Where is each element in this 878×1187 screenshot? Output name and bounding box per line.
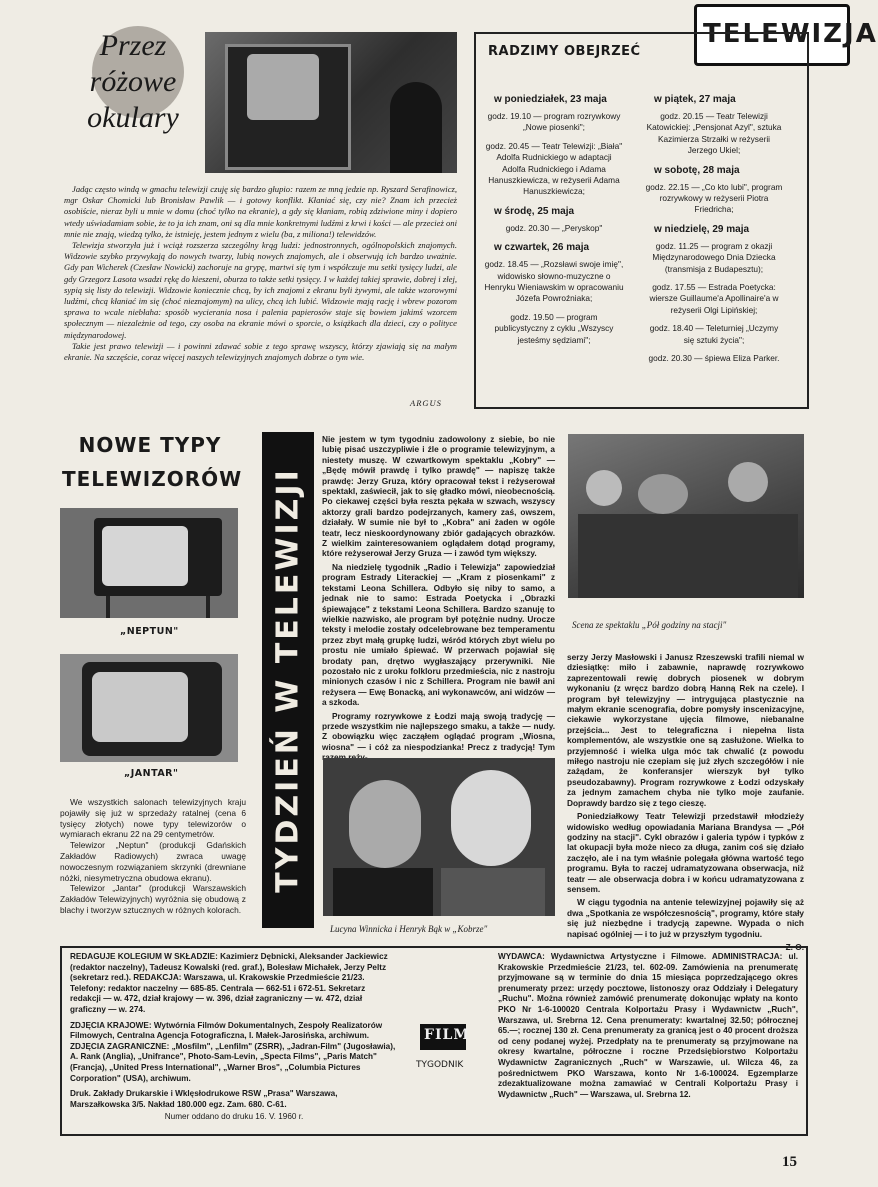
imprint-left — [70, 952, 398, 1123]
article3-paragraph-4: serzy Jerzy Masłowski i Janusz Rzeszewski trafili niemal w dziesiątkę: miło i zabawnie, naprawdę rozrywkowo zaprezentowali rewię dobrych piosenek w dobrym wykonaniu (z wręcz bardzo dobrą Hanną Rek na czele). I program był telewizyjny — intrygująca plastycznie na małym ekranie scenografia, dobre pomysły inscenizacyjne, ciekawie wykorzystane ujęcia filmowe, niebanalne przejścia... Jest to telegraficzna i niepełna lista komplementów, ale wszystkie one są zasłużone. Wielka to przyjemność i wielka ulga móc tak chwalić (z powodu miłego nastroju nie czepiam się już złych szczegółów i nie zażądam, że konferansjer wierszyk był tylko pseudozabawny). Program rozrywkowe z Łodzi odzyskały za jednym zamachem chyba nie tylko moje zaufanie. Doprawdy bardzo się z tego cieszę. — [567, 652, 804, 808]
imprint-publisher: WYDAWCA: Wydawnictwa Artystyczne i Filmowe. ADMINISTRACJA: ul. Krakowskie Przedmieście 21/23, tel. 602-09. Zamówienia na prenumeratę przyjmowane są w terminie do dnia 15 miesiąca poprzedzającego okres prenumeraty przez: urzędy pocztowe, listonoszy oraz Oddziały i Delegatury „Ruchu". Można również zamówić prenumeratę dokonując wpłaty na konto PKO Nr 1-6-100020 Centrala Kolportażu Prasy i Wydawnictw „Ruch", Warszawa, ul. Srebrna 12. Cena prenumeraty: kwartalnej 32.50; półrocznej 65.—; rocznej 130 zł. Cena prenumeraty za granicą jest o 40 procent droższa od ceny podanej wyżej. Przedpłaty na te prenumeraty są przyjmowane na okresy kwartalne, półroczne i roczne Przedsiębiorstwo Kolportażu Wydawnictw Zagranicznych „Ruch" w Warszawie, ul. Wilcza 46, za pośrednictwem PKO Warszawa, konto Nr 1-6-100024. Egzemplarze zdezaktualizowane można zamawiać w Centrali Kolportażu Prasy i Wydawnictw „Ruch" — Warszawa, ul. Srebrna 12. — [498, 952, 798, 1099]
imprint-photos: ZDJĘCIA KRAJOWE: Wytwórnia Filmów Dokumentalnych, Zespoły Realizatorów Filmowych, Centralna Agencja Fotograficzna, I. Małek-Jarosińska, archiwum. ZDJĘCIA ZAGRANICZNE: „Mosfilm", „Lenfilm" (ZSRR), „Jadran-Film" (Jugosławia), A. Rank (Anglia), „Unifrance", Photo-Sam-Levin, „Specta Films", „Paris Match" (Francja), „United Press International", „Warner Bros", „Columbia Pictures Corporation" (USA), archiwum. — [70, 1020, 396, 1083]
article2-title — [62, 428, 243, 496]
programme-day: w czwartek, 26 maja — [494, 242, 590, 254]
programme-event: godz. 19.50 — program publicystyczny z cyklu „Wszyscy jesteśmy sędziami"; — [494, 311, 614, 345]
actors-photo — [323, 758, 555, 916]
article3-paragraph-5: Poniedziałkowy Teatr Telewizji przedstawił młodzieży widowisko według opowiadania Mariana Brandysa — „Pół godziny na stacji". Cykl obrazów i galeria typów i typków z lat okupacji była może nieco za długa, zanim coś się działo zaczęło, ale i na tym właśnie polegała główna wartość tego programu. Była to raczej udramatyzowana obserwacja, niż teatr — ale obserwacja dobra i w końcu udramatyzowana z sensem. — [567, 811, 804, 894]
page-number: 15 — [782, 1154, 797, 1170]
programme-event: godz. 19.10 — program rozrywkowy „Nowe piosenki"; — [487, 111, 621, 133]
film-logo — [420, 1024, 470, 1050]
article3-paragraph-1: Nie jestem w tym tygodniu zadowolony z siebie, bo nie lubię pisać uszczypliwie i źle o programie telewizyjnym, a niestety muszę. W czwartkowym spektaklu „Kobry" — „Będę mówił prawdę i tylko prawdę" — napiszę także prawdę: Jerzy Gruza, który opracował tekst i reżyserował spektakl, zaświecił, jak to się gładko mówi, nieobecnością. Po ciekawej części była reszta pękała w szwach, wszyscy aktorzy grali bardzo podejrzanych, kamery zaś, owszem, działały. W sumie nie był to „Kobra" ani żaden w ogóle teatr, lecz nieskoordynowany zbiór gadających obrazków. Z wielkim zainteresowaniem oglądałem dotąd programy, które reżyserował Jerzy Gruza — i zawód tym większy. — [322, 434, 555, 559]
programme-event: godz. 20.30 — śpiewa Eliza Parker. — [648, 353, 780, 364]
article3-col1 — [322, 434, 555, 763]
scene-photo — [568, 434, 804, 598]
jantar-caption: „JANTAR" — [124, 768, 179, 779]
programme-event: godz. 17.55 — Estrada Poetycka: wiersze Guillaume'a Apollinaire'a w reżyserii Olgi Lipińskiej; — [649, 282, 779, 315]
programme-day: w poniedziałek, 23 maja — [494, 94, 607, 105]
article2-paragraph-2: Telewizor „Neptun" (produkcji Gdańskich Zakładów Radiowych) zwraca uwagę nowoczesnym rozwiązaniem skrzynki (drewniane nóżki, niesymetryczna obudowa ekranu). — [60, 840, 246, 883]
tygodnik-label: TYGODNIK — [416, 1060, 464, 1070]
film-logo-text: FILM — [424, 1027, 470, 1043]
jantar-tv-photo — [60, 654, 238, 762]
programme-right-column — [640, 86, 788, 372]
vertical-title: TYDZIEŃ W TELEWIZJI — [270, 467, 306, 893]
programme-day: w niedzielę, 29 maja — [654, 223, 750, 235]
imprint-box — [60, 946, 808, 1136]
article2-paragraph-1: We wszystkich salonach telewizyjnych kraju pojawiły się już w sprzedaży ratalnej (cena 6 tysięcy złotych) nowe typy telewizorów o wymiarach ekranu 22 na 29 centymetrów. — [60, 797, 246, 840]
telewizja-logo-text: TELEWIZJA — [703, 19, 878, 49]
programme-day: w sobotę, 28 maja — [654, 164, 740, 176]
article3-paragraph-6: W ciągu tygodnia na antenie telewizyjnej pojawiły się aż dwa „Spotkania ze współczesnością", programy, które stały się już niezbędne i tradycją zapewne. Wypada o nich napisać ogólniej — i to już w przyszłym tygodniu. — [567, 897, 804, 939]
article3-col2 — [567, 652, 804, 952]
vertical-title-band — [262, 432, 314, 928]
programme-event: godz. 22.15 — „Co kto lubi", program rozrywkowy w reżyserii Piotra Friedricha; — [645, 181, 783, 215]
actors-caption: Lucyna Winnicka i Henryk Bąk w „Kobrze" — [330, 924, 488, 934]
article1-title: Przez różowe okulary — [87, 29, 179, 134]
article1-signature: ARGUS — [410, 398, 442, 408]
imprint-right — [498, 952, 798, 1100]
programme-event: godz. 20.30 — „Peryskop" — [505, 222, 603, 233]
neptun-caption: „NEPTUN" — [120, 626, 179, 637]
programme-title: RADZIMY OBEJRZEĆ — [488, 44, 641, 59]
article1-paragraph-1: Jadąc często windą w gmachu telewizji czuję się bardzo głupio: razem ze mną jedzie np. Ryszard Serafinowicz, mgr Oskar Chomicki lub Bronisław Pawlik — i gotowy konflikt. Kłaniać się, czy nie? Znam ich przecież osobiście, nieraz byli u mnie w domu (choć tylko na ekranie), a gdy się kłaniam, robią zdziwione miny i dopiero wtedy uświadamiam sobie, że to ja ich znam, oni są dla mnie konkretnymi ludźmi z krwi i kości — ale przecież oni mnie nie znają, wiedzą tylko, że istnieję, jestem jednym z wielu (ba, z miliona!) telewidzów. — [64, 184, 457, 239]
article2-title-line1: NOWE TYPY — [78, 433, 222, 457]
imprint-date: Numer oddano do druku 16. V. 1960 r. — [164, 1112, 304, 1122]
programme-box — [474, 32, 809, 409]
article1-body — [64, 184, 457, 363]
programme-event: godz. 11.25 — program z okazji Międzynarodowego Dnia Dziecka (transmisja z Budapesztu); — [652, 240, 776, 274]
neptun-tv-photo — [60, 508, 238, 618]
article2-paragraph-3: Telewizor „Jantar" (produkcji Warszawskich Zakładów Telewizyjnych) wyróżnia się obudową z blachy i tworzyw sztucznych w różnych kolorach. — [60, 883, 246, 915]
article2-body — [60, 797, 246, 916]
article1-paragraph-2: Telewizja stworzyła już i wciąż rozszerza szczególny krąg ludzi: jednostronnych, ogólnopolskich znajomych. Widzowie szybko przywykają do nowych twarzy, lubią nowych znajomych, ale i obserwują ich bardzo uważnie. Gdy pan Wicherek (Czesław Nowicki) zachoruje na grypę, martwi się tym i współczuje mu setki tysięcy ludzi, ale gdy Grzegorz Lasota wsadzi rękę do kieszeni, oburza to także setki tysięcy. I w każdej takiej sprawie, dobrej i złej, sypią się listy do telewizji. Widzowie koniecznie chcą, by ich znajomi z ekranu byli żywymi, ale także wzorowymi ludźmi, chcą kłaniać im się (choć nieznajomym) na ulicy, chcą ich lubić. Widzowie mają rację i wbrew pozorom sprawa to wcale niebłaha: sposób wycierania nosa i palenia papierosów staje się bowiem jakimś wzorcem społecznym — niezależnie od tego, czy osoba na ekranie mówi o sporcie, o książkach dla dzieci, czy o polityce międzynarodowej. — [64, 240, 457, 340]
programme-event: godz. 20.45 — Teatr Telewizji: „Biała" Adolfa Rudnickiego w adaptacji Adolfa Rudnickiego i Adama Hanuszkiewicza, w reżyserii Adama Hanuszkiewicza; — [485, 140, 623, 197]
programme-day: w środę, 25 maja — [494, 205, 575, 217]
scene-caption: Scena ze spektaklu „Pół godziny na stacji" — [572, 620, 727, 630]
article2-title-line2: TELEWIZORÓW — [62, 467, 243, 491]
imprint-editors: REDAGUJE KOLEGIUM W SKŁADZIE: Kazimierz Dębnicki, Aleksander Jackiewicz (redaktor naczelny), Tadeusz Kowalski (red. graf.), Bolesław Michałek, Jerzy Peltz (sekretarz red.). REDAKCJA: Warszawa, ul. Krakowskie Przedmieście 21/23. Telefony: redaktor naczelny — 685-85. Centrala — 662-51 i 672-51. Sekretarz redakcji — w. 472, dział krajowy — w. 396, dział zagraniczny — w. 472, dział graficzny — w. 274. — [70, 952, 388, 1014]
article3-paragraph-3: Programy rozrywkowe z Łodzi mają swoją tradycję — przede wszystkim nie najlepszego smaku, a także — nudy. Z obowiązku więc zacząłem oglądać program „Wiosna, wiosna" — i cóż za niespodzianka! Precz z tradycją! Tym — [322, 710, 555, 752]
programme-event: godz. 18.40 — Teleturniej „Uczymy się sztuki życia"; — [649, 323, 779, 345]
programme-event: godz. 20.15 — Teatr Telewizji Katowickiej: „Pensjonat Azyl", sztuka Kazimierza Strzałki w reżyserii Jerzego Ukiel; — [646, 111, 782, 156]
imprint-print: Druk. Zakłady Drukarskie i Wklęsłodrukowe RSW „Prasa" Warszawa, Marszałkowska 3/5. Nakład 180.000 egz. Zam. 680. C-61. — [70, 1089, 338, 1109]
tv-set-photo — [205, 32, 457, 173]
programme-left-column — [480, 86, 628, 353]
article3-paragraph-2: Na niedzielę tygodnik „Radio i Telewizja" zapowiedział program Estrady Literackiej — „Kram z piosenkami" z tekstami Leona Schillera. Odbyło się niby to samo, a jednak nie to samo: Estrada Poetycka i „Obrazki śpiewające" z tekstami Leona Schillera. Bardzo szanuję to wielkie nazwisko, ale program był potężnie nudny. Urocze teksty i melodie zostały odcelebrowane bez temperamentu przez zbyt małą grupkę ludzi, wśród których zbyt wielu po prostu nie umiało śpiewać. W przerwach pojawiał się brodaty pan, drętwo wygłaszający przerywniki. Nie pozostało nic z uroku folkloru przedmieścia, nic z nastroju minionych czasów i nic z Schillera. Program nie bawił ani reżysera — Ewę Bonacką, ani wykonawców, ani widzów — a szkoda. — [322, 561, 555, 708]
article1-paragraph-3: Takie jest prawo telewizji — i powinni zdawać sobie z tego sprawę wszyscy, którzy zjawiają się na małym ekranie. Na szczęście, coraz więcej naszych telewizyjnych znajomych dobrze o tym wie. — [64, 340, 457, 363]
programme-day: w piątek, 27 maja — [654, 94, 736, 105]
programme-event: godz. 18.45 — „Rozsławi swoje imię", widowisko słowno-muzyczne o Henryku Wieniawskim w opracowaniu Józefa Powroźniaka; — [484, 259, 624, 304]
article3-signature: Z. O. — [785, 941, 804, 952]
